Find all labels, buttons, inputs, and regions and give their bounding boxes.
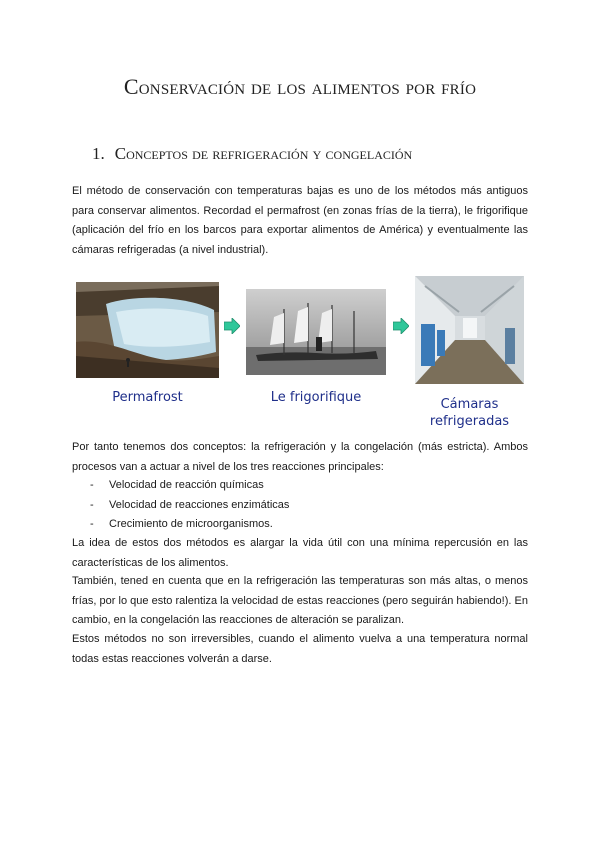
closing-paragraph: Estos métodos no son irreversibles, cuando el alimento vuelva a una temperatura normal todas estas reacciones volverán a darse. — [72, 633, 528, 665]
list-item-text: Velocidad de reacciones enzimáticas — [109, 498, 290, 511]
concepts-paragraph: Por tanto tenemos dos conceptos: la refrigeración y la congelación (más estricta). Ambos procesos van a actuar a nivel de los tres reacciones principales: — [72, 441, 528, 473]
figure-caption: Cámaras refrigeradas — [429, 397, 510, 429]
permafrost-image — [76, 282, 219, 378]
section-title: Conceptos de refrigeración y congelación — [114, 144, 413, 163]
figure-caption: Permafrost — [112, 390, 183, 405]
list-item: - Velocidad de reacción químicas — [90, 479, 264, 491]
arrow-right-icon — [393, 318, 409, 339]
list-item-text: Crecimiento de microorganismos. — [109, 518, 273, 530]
note-paragraph: También, tened en cuenta que en la refrigeración las temperaturas son más altas, o menos frías, por lo que esto ralentiza la velocidad de estas reacciones (pero seguirán habiendo!). En cambio, en la congelación las reacciones de alteración se paralizan. — [72, 575, 528, 626]
arrow-right-icon — [224, 318, 240, 339]
idea-paragraph: La idea de estos dos métodos es alargar la vida útil con una mínima repercusión en las características de los alimentos. — [72, 537, 528, 569]
camaras-image — [415, 276, 524, 384]
list-item: - Crecimiento de microorganismos. — [90, 518, 273, 530]
list-item-text: Velocidad de reacción químicas — [109, 479, 264, 491]
list-item: - Velocidad de reacciones enzimáticas — [90, 498, 290, 511]
frigorifique-image — [246, 289, 386, 375]
section-number: 1. — [92, 144, 105, 163]
page-title: Conservación de los alimentos por frío — [123, 74, 477, 99]
reactions-list — [72, 476, 289, 535]
intro-paragraph: El método de conservación con temperaturas bajas es uno de los métodos más antiguos para conservar alimentos. Recordad el permafrost (en zonas frías de la tierra), le frigorifique (aplicación del frío en los barcos para exportar alimentos de América) y eventualmente las cámaras refrigeradas (a nivel industrial). — [72, 185, 528, 256]
figure-caption: Le frigorifique — [270, 390, 362, 405]
section-heading — [92, 144, 412, 164]
